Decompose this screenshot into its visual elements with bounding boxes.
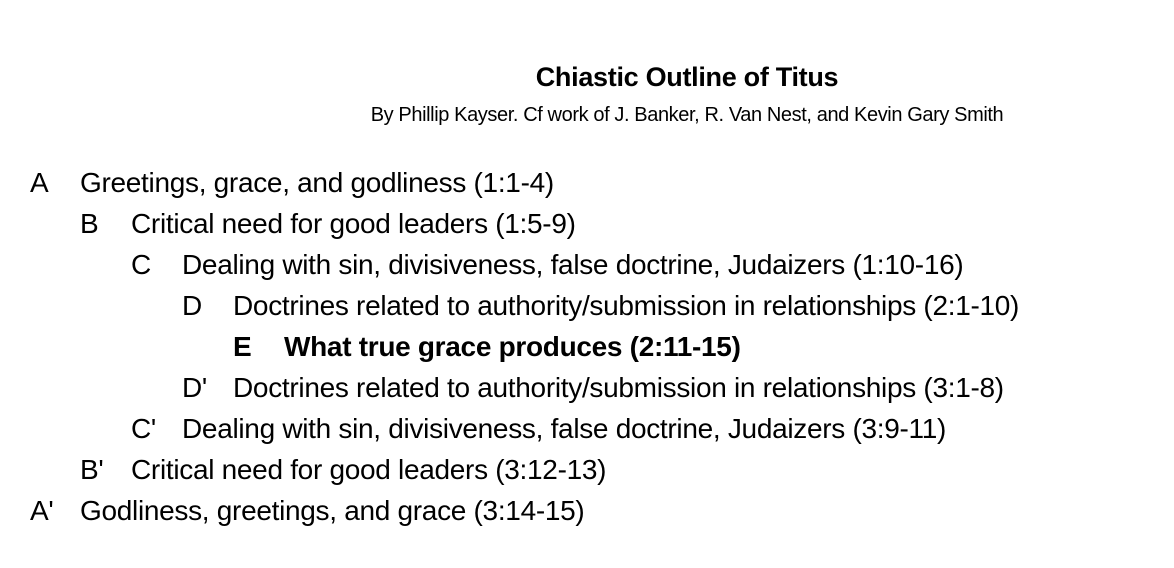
outline-text: Dealing with sin, divisiveness, false doctrine, Judaizers (1:10-16) xyxy=(182,249,964,280)
outline-letter: C xyxy=(131,249,151,280)
outline-row-a xyxy=(0,162,1174,203)
outline-text: Critical need for good leaders (1:5-9) xyxy=(131,208,576,239)
outline-text: Greetings, grace, and godliness (1:1-4) xyxy=(80,167,554,198)
outline-row-b xyxy=(0,203,1174,244)
outline-row-c xyxy=(0,244,1174,285)
outline-row-b-prime xyxy=(0,449,1174,490)
outline-row-c-prime xyxy=(0,408,1174,449)
outline-text: Godliness, greetings, and grace (3:14-15) xyxy=(80,495,585,526)
outline-letter: A xyxy=(30,167,49,198)
outline-row-a-prime xyxy=(0,490,1174,531)
outline-letter: E xyxy=(233,331,252,362)
document-byline: By Phillip Kayser. Cf work of J. Banker, R. Van Nest, and Kevin Gary Smith xyxy=(370,104,1004,126)
outline-text: Critical need for good leaders (3:12-13) xyxy=(131,454,607,485)
chiastic-outline xyxy=(0,162,1174,531)
outline-text: Dealing with sin, divisiveness, false doctrine, Judaizers (3:9-11) xyxy=(182,413,947,444)
document-title: Chiastic Outline of Titus xyxy=(535,62,839,92)
outline-letter: D' xyxy=(182,372,207,403)
outline-letter: B' xyxy=(80,454,104,485)
outline-letter: D xyxy=(182,290,202,321)
outline-row-d-prime xyxy=(0,367,1174,408)
outline-letter: B xyxy=(80,208,99,239)
outline-text: Doctrines related to authority/submission in relationships (3:1-8) xyxy=(233,372,1004,403)
outline-text: Doctrines related to authority/submission in relationships (2:1-10) xyxy=(233,290,1020,321)
outline-letter: C' xyxy=(131,413,156,444)
outline-letter: A' xyxy=(30,495,54,526)
outline-text: What true grace produces (2:11-15) xyxy=(284,331,741,362)
outline-row-e-center xyxy=(0,326,1174,367)
outline-row-d xyxy=(0,285,1174,326)
